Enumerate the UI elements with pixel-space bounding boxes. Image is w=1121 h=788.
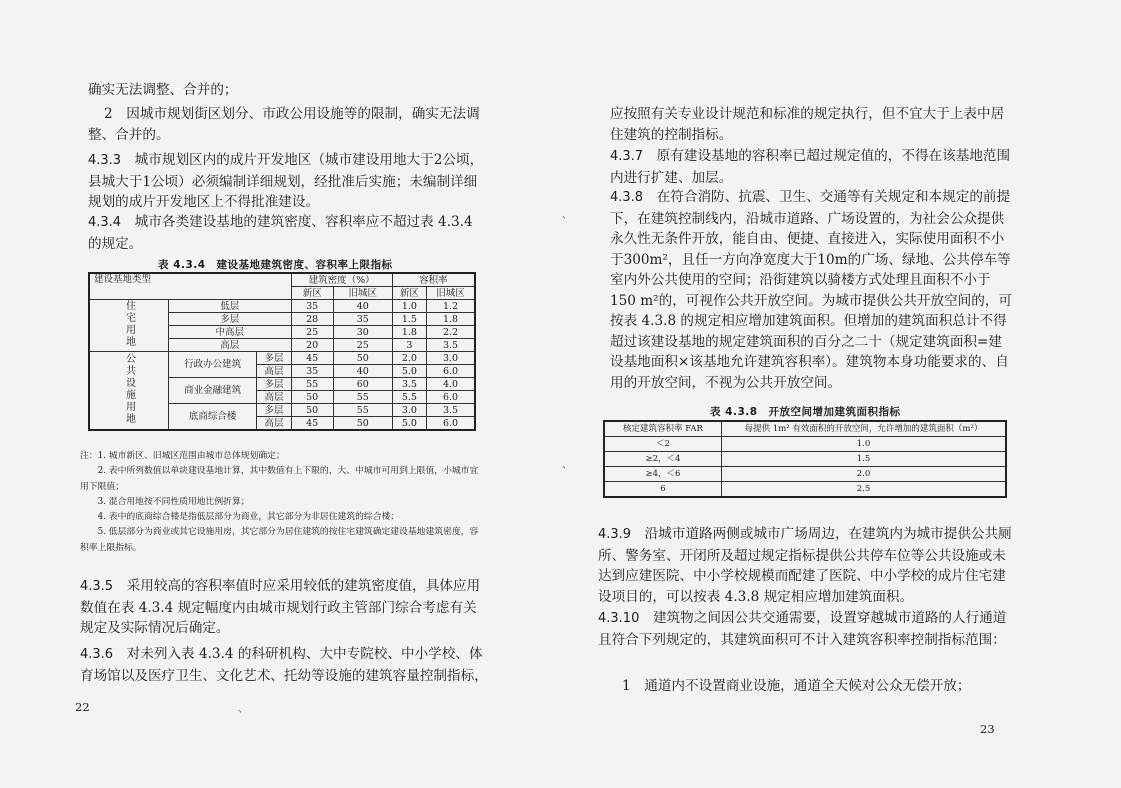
page-number: 22: [75, 700, 90, 714]
column-header-far: 容积率: [392, 273, 475, 287]
clause-text: 在符合消防、抗震、卫生、交通等有关规定和本规定的前提下，在建筑控制线内，沿城市道路、广场设置的，为社会公众提供永久性无条件开放，能自由、便捷、直接进入，实际使用面积不小于300m²，且任一方向净宽度大于10m的广场、绿地、公共停车等室内外公共使用的空间；沿街建筑以骑楼方式处理且面积不小于150 m²的，可视作公共开放空间。为城市提供公共开放空间的，可按表 4.3.8 的规定相应增加建筑面积。但增加的建筑面积总计不得超过该建设基地的规定建筑面积的百分之二十（规定建筑面积=建设基地面积×该基地允许建筑容积率）。建筑物本身功能要求的、自用的开放空间，不视为公共开放空间。: [610, 189, 1013, 391]
table-caption: 表 4.3.8 开放空间增加建筑面积指标: [710, 406, 901, 418]
clause-number: 4.3.3: [88, 153, 122, 168]
cell: ≥2，＜4: [604, 452, 722, 467]
cell: 35: [291, 365, 333, 378]
row-type: 高层: [257, 391, 291, 404]
clause-number: 4.3.4: [88, 215, 122, 230]
clause-text: 采用较高的容积率值时应采用较低的建筑密度值，具体应用数值在表 4.3.4 规定幅度内由城市规划行政主管部门综合考虑有关规定及实际情况后确定。: [80, 578, 481, 636]
cell: 2.2: [427, 326, 476, 339]
clause-text: 建筑物之间因公共交通需要，设置穿越城市道路的人行通道且符合下列规定的，其建筑面积可不计入建筑容积率控制指标范围：: [598, 610, 1007, 648]
row-type: 多层: [257, 404, 291, 417]
clause-number: 4.3.8: [610, 190, 644, 205]
cell: 30: [333, 326, 392, 339]
density-far-table: [88, 272, 476, 431]
cell: 50: [333, 417, 392, 431]
clause-number: 4.3.10: [598, 611, 640, 626]
cell: 20: [291, 339, 333, 352]
row-type: 多层: [257, 352, 291, 365]
row-type: 多层: [169, 313, 292, 326]
cell: 1.8: [427, 313, 476, 326]
cell: 2.5: [722, 482, 1007, 498]
cell: 25: [333, 339, 392, 352]
clause-4-3-9: [598, 524, 1014, 607]
row-group: 行政办公建筑: [169, 352, 257, 378]
column-header-far: 核定建筑容积率 FAR: [604, 421, 722, 437]
table-note: 2. 表中所列数值以单块建设基地计算，其中数值有上下限的，大、中城市可用到上限值，小城市宜用下限值；: [80, 466, 479, 492]
cell: 1.2: [427, 300, 476, 313]
list-item: [622, 676, 1014, 697]
table-header-row: [604, 421, 1006, 437]
column-header-density: 建筑密度（%）: [291, 273, 392, 287]
clause-4-3-7: [610, 146, 1014, 188]
clause-number: 4.3.7: [610, 149, 644, 164]
cell: 50: [291, 404, 333, 417]
clause-number: 4.3.6: [80, 647, 114, 662]
table-notes: [80, 449, 480, 556]
cell: 1.5: [392, 313, 426, 326]
cell: 45: [291, 352, 333, 365]
table-row: [89, 300, 475, 313]
row-type: 高层: [257, 365, 291, 378]
cell: 28: [291, 313, 333, 326]
page-number: 23: [980, 722, 995, 736]
cell: 3.5: [427, 404, 476, 417]
table-note: 3. 混合用地按不同性质用地比例折算；: [80, 496, 250, 507]
cell: 6.0: [427, 391, 476, 404]
cell: 40: [333, 365, 392, 378]
cell: 3: [392, 339, 426, 352]
group-label-public: 公共设施用地: [89, 352, 169, 431]
table-note: 5. 低层部分为商业或其它设施用房，其它部分为居住建筑的按住宅建筑确定建设基地建筑密度，容积率上限指标。: [80, 527, 479, 553]
cell: 5.5: [392, 391, 426, 404]
list-item-text: 1 通道内不设置商业设施，通道全天候对公众无偿开放；: [622, 678, 971, 694]
cell: 55: [291, 378, 333, 391]
row-type: 低层: [169, 300, 292, 313]
group-label-residential: 住宅用地: [89, 300, 169, 352]
table-note: 4. 表中的底商综合楼是指低层部分为商业，其它部分为非居住建筑的综合楼；: [80, 512, 400, 523]
cell: 1.0: [392, 300, 426, 313]
clause-4-3-6: [80, 644, 488, 686]
cell: 55: [333, 391, 392, 404]
clause-4-3-8: [610, 187, 1014, 393]
paragraph-text: 2 因城市规划街区划分、市政公用设施等的限制，确实无法调整、合并的。: [88, 106, 480, 143]
left-page: [0, 0, 560, 788]
paragraph-text: 应按照有关专业设计规范和标准的规定执行，但不宜大于上表中居住建筑的控制指标。: [610, 106, 1005, 143]
cell: 6.0: [427, 417, 476, 431]
scan-mark: 、: [562, 460, 572, 471]
cell: 3.0: [427, 352, 476, 365]
column-header-type: 建设基地类型: [89, 273, 291, 300]
row-type: 多层: [257, 378, 291, 391]
cell: 3.0: [392, 404, 426, 417]
cell: 35: [291, 300, 333, 313]
cell: 5.0: [392, 417, 426, 431]
row-type: 高层: [169, 339, 292, 352]
subheader-new: 新区: [392, 287, 426, 300]
cell: 6.0: [427, 365, 476, 378]
cell: 45: [291, 417, 333, 431]
cell: 5.0: [392, 365, 426, 378]
column-header-bonus: 每提供 1m² 有效面积的开放空间，允许增加的建筑面积（m²）: [722, 421, 1007, 437]
clause-4-3-4: [88, 212, 488, 254]
clause-number: 4.3.9: [598, 527, 632, 542]
cell: ＜2: [604, 437, 722, 452]
table-row: [604, 452, 1006, 467]
cell: 55: [333, 404, 392, 417]
row-type: 中高层: [169, 326, 292, 339]
cell: 2.0: [392, 352, 426, 365]
table-header-row: [89, 273, 475, 287]
cell: 60: [333, 378, 392, 391]
paragraph-text: 确实无法调整、合并的；: [88, 82, 238, 98]
cell: 3.5: [427, 339, 476, 352]
paragraph: [610, 104, 1014, 145]
clause-4-3-5: [80, 576, 488, 639]
table-row: [604, 437, 1006, 452]
cell: 3.5: [392, 378, 426, 391]
cell: 50: [333, 352, 392, 365]
right-page: [560, 0, 1121, 788]
row-group: 商业金融建筑: [169, 378, 257, 404]
clause-text: 对未列入表 4.3.4 的科研机构、大中专院校、中小学校、体育场馆以及医疗卫生、文化艺术、托幼等设施的建筑容量控制指标，: [80, 646, 488, 684]
table-row: [89, 352, 475, 365]
cell: 25: [291, 326, 333, 339]
clause-4-3-3: [88, 150, 488, 213]
row-type: 高层: [257, 417, 291, 431]
cell: 35: [333, 313, 392, 326]
subheader-new: 新区: [291, 287, 333, 300]
clause-text: 城市规划区内的成片开发地区（城市建设用地大于2公顷，县城大于1公顷）必须编制详细规划，经批准后实施；未编制详细规划的成片开发地区上不得批准建设。: [88, 152, 484, 210]
cell: ≥4，＜6: [604, 467, 722, 482]
table-caption: 表 4.3.4 建设基地建筑密度、容积率上限指标: [158, 259, 393, 271]
subheader-old: 旧城区: [333, 287, 392, 300]
cell: 1.8: [392, 326, 426, 339]
subheader-old: 旧城区: [427, 287, 476, 300]
cell: 2.0: [722, 467, 1007, 482]
row-group: 底商综合楼: [169, 404, 257, 431]
scan-mark: 、: [562, 210, 572, 221]
clause-text: 原有建设基地的容积率已超过规定值的，不得在该基地范围内进行扩建、加层。: [610, 148, 1011, 186]
cell: 4.0: [427, 378, 476, 391]
open-space-bonus-table: [603, 420, 1007, 498]
scan-mark: 、: [238, 704, 248, 715]
cell: 6: [604, 482, 722, 498]
table-row: [604, 467, 1006, 482]
cell: 1.5: [722, 452, 1007, 467]
cell: 1.0: [722, 437, 1007, 452]
clause-text: 沿城市道路两侧或城市广场周边，在建筑内为城市提供公共厕所、警务室、开闭所及超过规定指标提供公共停车位等公共设施或未达到应建医院、中小学校规模而配建了医院、中小学校的成片住宅建设项目的，可以按表 4.3.8 规定相应增加建筑面积。: [598, 526, 1012, 605]
table-note: 注：1. 城市新区、旧城区范围由城市总体规划确定；: [80, 451, 285, 461]
clause-4-3-10: [598, 608, 1014, 650]
table-row: [604, 482, 1006, 498]
paragraph: [88, 80, 488, 101]
cell: 40: [333, 300, 392, 313]
clause-text: 城市各类建设基地的建筑密度、容积率应不超过表 4.3.4 的规定。: [88, 214, 473, 252]
cell: 50: [291, 391, 333, 404]
clause-number: 4.3.5: [80, 579, 114, 594]
paragraph: [88, 104, 488, 145]
